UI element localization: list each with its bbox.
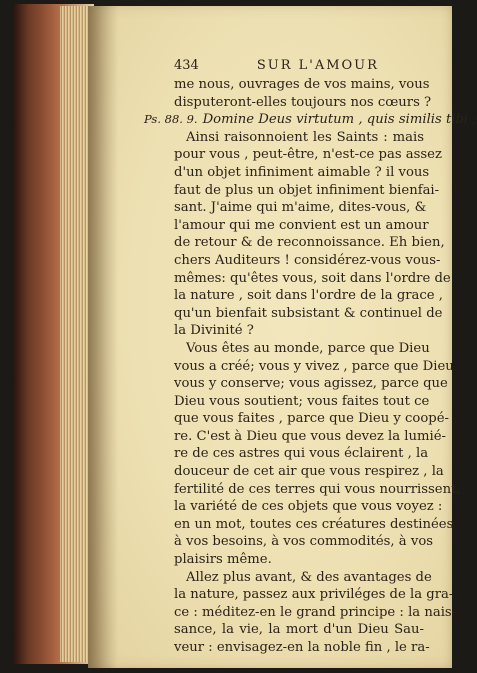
text-line [84,410,449,428]
text-line [84,498,443,516]
line-text: re. C'est à Dieu que vous devez la lumié- [174,428,446,444]
line-text: ce : méditez-en le grand principe : la nais- [174,604,457,620]
line-text: pour vous , peut-être, n'est-ce pas assez [174,147,442,163]
line-text: la variété de ces objets que vous voyez : [174,499,443,515]
line-text: à vos besoins, à vos commodités, à vos [174,534,434,550]
running-title: SUR L'AMOUR [256,58,379,73]
text-line [84,129,424,147]
line-text: qu'un bienfait subsistant & continuel de [174,305,443,321]
text-line [84,428,446,446]
text-line [84,270,451,288]
text-line [84,393,430,411]
line-text: fertilité de ces terres qui vous nourrissent, [174,481,461,497]
line-text: vous y conserve; vous agissez, parce que [174,376,448,392]
line-text: chers Auditeurs ! considérez-vous vous- [174,252,441,268]
text-line [84,569,432,587]
line-text: sance, la vie, la mort d'un Dieu Sau- [174,622,424,638]
line-text: d'un objet infiniment aimable ? il vous [174,164,430,180]
line-text: veur : envisagez-en la noble fin , le ra- [174,640,430,655]
line-text: plaisirs même. [174,552,272,568]
line-text: Domine Deus virtutum , quis similis tibi ; [202,112,477,128]
text-line [84,463,444,481]
text-line [84,516,454,534]
text-line [84,445,429,463]
text-line [84,111,477,129]
line-text: douceur de cet air que vous respirez , la [174,464,444,480]
text-line [84,199,427,217]
text-line [84,146,442,164]
line-text: la nature , soit dans l'ordre de la grace , [174,288,443,304]
text-line [84,305,443,323]
text-line [84,322,424,340]
text-line [84,358,454,376]
line-text: vous a créé; vous y vivez , parce que Dieu [174,358,454,374]
text-line [84,252,441,270]
text-line [84,604,457,622]
page-text [84,58,477,657]
text-lines [84,76,477,657]
text-line [84,621,424,639]
line-text: l'amour qui me convient est un amour [174,217,429,233]
text-line [84,182,440,200]
line-text: Allez plus avant, & des avantages de [186,569,432,585]
line-text: me nous, ouvrages de vos mains, vous [174,77,430,92]
margin-reference: Ps. 88. 9. [144,112,198,127]
line-text: mêmes: qu'êtes vous, soit dans l'ordre de [174,270,451,286]
text-line [84,533,434,551]
line-text: que vous faites , parce que Dieu y coopé- [174,411,449,427]
line-text: re de ces astres qui vous éclairent , la [174,446,429,462]
text-line [84,375,448,393]
page-number: 434 [174,58,199,73]
line-text: en un mot, toutes ces créatures destinées [174,516,454,532]
line-text: Ainsi raisonnoient les Saints : mais [186,129,424,145]
text-line [84,76,430,94]
line-text: sant. J'aime qui m'aime, dites-vous, & [174,200,427,216]
text-line [84,164,430,182]
line-text: disputeront-elles toujours nos cœurs ? [174,94,432,110]
text-line [84,551,424,569]
page-header [84,58,424,76]
line-text: faut de plus un objet infiniment bienfai- [174,182,440,198]
line-text: la nature, passez aux priviléges de la gra- [174,587,454,603]
text-line [84,217,429,235]
line-text: Vous êtes au monde, parce que Dieu [186,340,430,356]
text-line [84,639,430,657]
line-text: la Divinité ? [174,323,254,339]
line-text: de retour & de reconnoissance. Eh bien, [174,235,445,251]
text-line [84,94,432,112]
text-line [84,287,443,305]
text-line [84,340,430,358]
text-line [84,234,445,252]
text-line [84,586,454,604]
line-text: Dieu vous soutient; vous faites tout ce [174,393,430,409]
text-line [84,481,461,499]
